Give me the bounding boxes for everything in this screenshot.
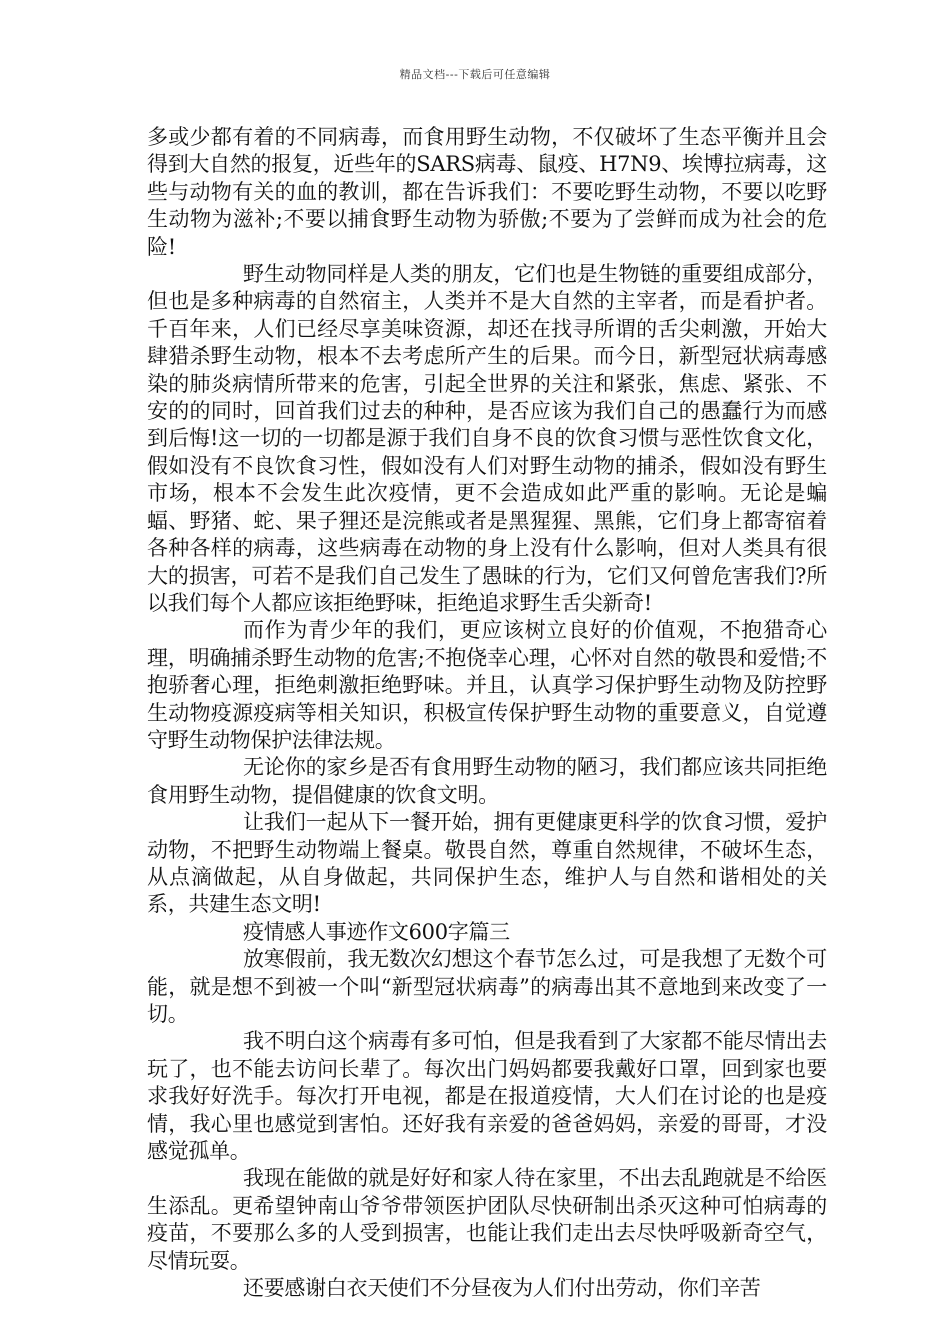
paragraph-4: 无论你的家乡是否有食用野生动物的陋习，我们都应该共同拒绝食用野生动物，提倡健康的饮食文明。 [147,755,827,807]
paragraph-9: 还要感谢白衣天使们不分昼夜为人们付出劳动，你们辛苦 [243,1276,761,1301]
section-title: 疫情感人事迹作文600字篇三 [243,919,510,944]
paragraph-1: 多或少都有着的不同病毒，而食用野生动物，不仅破坏了生态平衡并且会得到大自然的报复，近些年的SARS病毒、鼠疫、H7N9、埃博拉病毒，这些与动物有关的血的教训，都在告诉我们：不要吃野生动物，不要以吃野生动物为滋补;不要以捕食野生动物为骄傲;不要为了尝鲜而成为社会的危险! [147,125,827,259]
paragraph-2: 野生动物同样是人类的朋友，它们也是生物链的重要组成部分，但也是多种病毒的自然宿主，人类并不是大自然的主宰者，而是看护者。千百年来，人们已经尽享美味资源，却还在找寻所谓的舌尖刺激，开始大肆猎杀野生动物，根本不去考虑所产生的后果。而今日，新型冠状病毒感染的肺炎病情所带来的危害，引起全世界的关注和紧张，焦虑、紧张、不安的的同时，回首我们过去的种种，是否应该为我们自己的愚蠢行为而感到后悔!这一切的一切都是源于我们自身不良的饮食习惯与恶性饮食文化，假如没有不良饮食习性，假如没有人们对野生动物的捕杀，假如没有野生市场，根本不会发生此次疫情，更不会造成如此严重的影响。无论是蝙蝠、野猪、蛇、果子狸还是浣熊或者是黑猩猩、黑熊，它们身上都寄宿着各种各样的病毒，这些病毒在动物的身上没有什么影响，但对人类具有很大的损害，可若不是我们自己发生了愚昧的行为，它们又何曾危害我们?所以我们每个人都应该拒绝野味，拒绝追求野生舌尖新奇! [147,262,827,615]
paragraph-6: 放寒假前，我无数次幻想这个春节怎么过，可是我想了无数个可能，就是想不到被一个叫“新型冠状病毒”的病毒出其不意地到来改变了一切。 [147,947,827,1026]
paragraph-5: 让我们一起从下一餐开始，拥有更健康更科学的饮食习惯，爱护动物，不把野生动物端上餐桌。敬畏自然，尊重自然规律，不破坏生态，从点滴做起，从自身做起，共同保护生态，维护人与自然和谐相处的关系，共建生态文明! [147,810,827,917]
document-body [147,124,827,1302]
page-header: 精品文档---下载后可任意编辑 [399,68,551,81]
paragraph-8: 我现在能做的就是好好和家人待在家里，不出去乱跑就是不给医生添乱。更希望钟南山爷爷带领医护团队尽快研制出杀灭这种可怕病毒的疫苗，不要那么多的人受到损害，也能让我们走出去尽快呼吸新奇空气，尽情玩耍。 [147,1166,827,1273]
paragraph-7: 我不明白这个病毒有多可怕，但是我看到了大家都不能尽情出去玩了，也不能去访问长辈了。每次出门妈妈都要我戴好口罩，回到家也要求我好好洗手。每次打开电视，都是在报道疫情，大人们在讨论的也是疫情，我心里也感觉到害怕。还好我有亲爱的爸爸妈妈，亲爱的哥哥，才没感觉孤单。 [147,1029,827,1164]
paragraph-3: 而作为青少年的我们，更应该树立良好的价值观，不抱猎奇心理，明确捕杀野生动物的危害;不抱侥幸心理，心怀对自然的敬畏和爱惜;不抱骄奢心理，拒绝刺激拒绝野味。并且，认真学习保护野生动物及防控野生动物疫源疫病等相关知识，积极宣传保护野生动物的重要意义，自觉遵守野生动物保护法律法规。 [147,618,827,752]
